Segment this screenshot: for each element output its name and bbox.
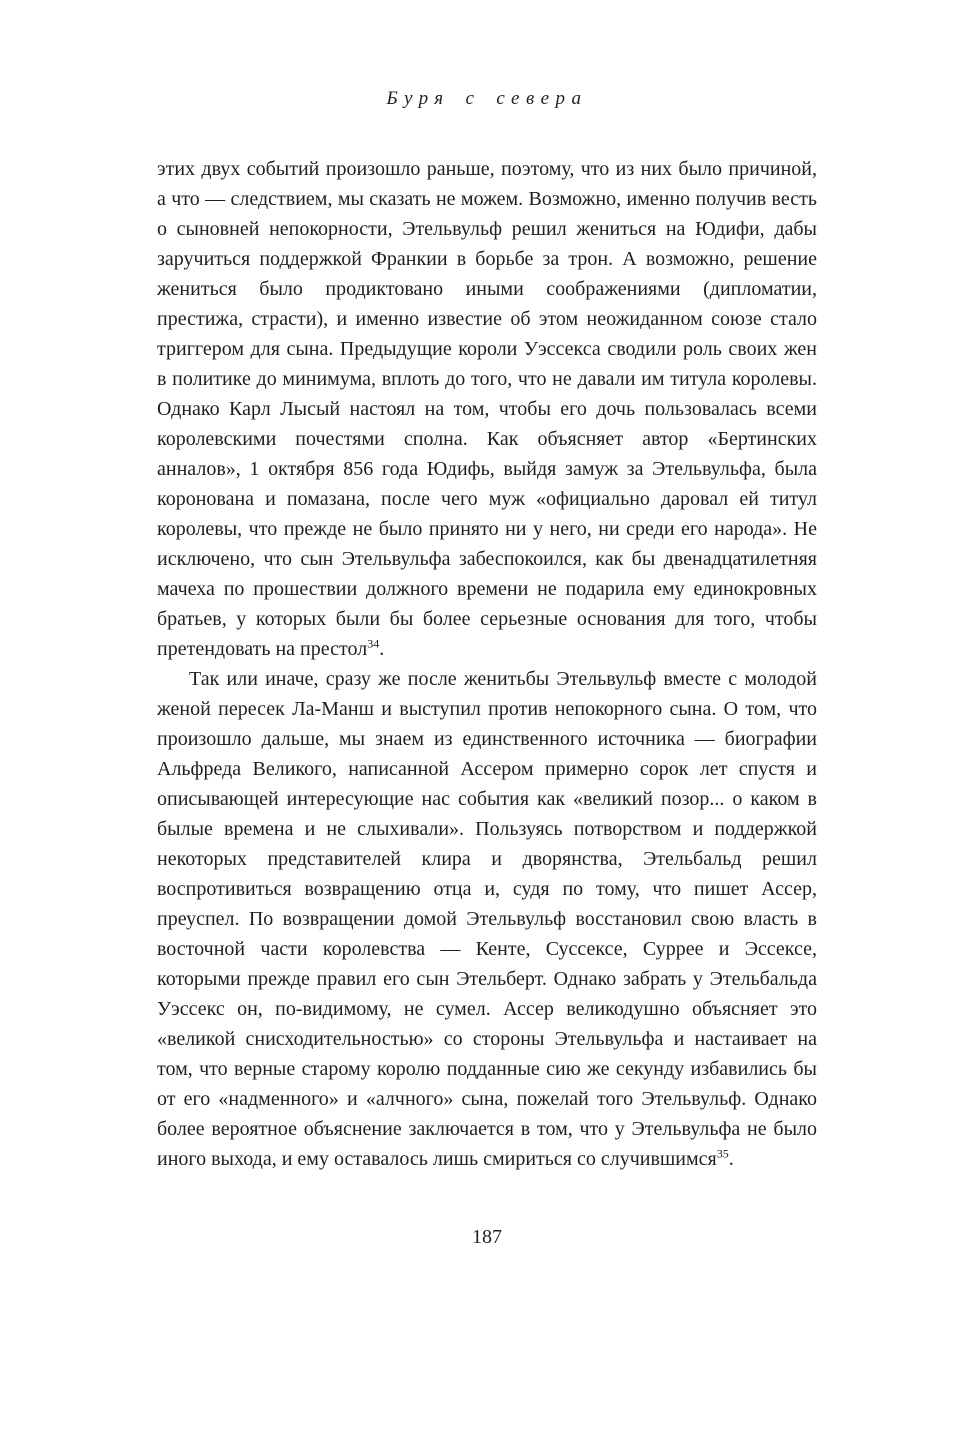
footnote-reference: 34 (367, 636, 380, 651)
footnote-reference: 35 (716, 1146, 729, 1161)
paragraph (157, 154, 817, 664)
paragraph-text: этих двух событий произошло раньше, поэтому, что из них было причиной, а что — следствием, мы сказать не можем. Возможно, именно получив весть о сыновней непокорности, Этельвульф решил жениться на Юдифи, дабы заручиться поддержкой Франкии в борьбе за трон. А возможно, решение жениться было продиктовано иными соображениями (дипломатии, престижа, страсти), и именно известие об этом неожиданном союзе стало триггером для сына. Предыдущие короли Уэссекса сводили роль своих жен в политике до минимума, вплоть до того, что не давали им титула королевы. Однако Карл Лысый настоял на том, чтобы его дочь пользовалась всеми королевскими почестями сполна. Как объясняет автор «Бертинских анналов», 1 октября 856 года Юдифь, выйдя замуж за Этельвульфа, была коронована и помазана, после чего муж «официально даровал ей титул королевы, что прежде не было принято ни у него, ни среди его народа». Не исключено, что сын Этельвульфа забеспокоился, как бы двенадцатилетняя мачеха по прошествии должного времени не подарила ему единокровных братьев, у которых были бы более серьезные основания для того, чтобы претендовать на престол (157, 158, 817, 660)
paragraph (157, 664, 817, 1174)
running-header: Буря с севера (386, 88, 588, 109)
paragraph-tail: . (379, 638, 385, 660)
page-number: 187 (472, 1226, 502, 1248)
paragraph-text: Так или иначе, сразу же после женитьбы Этельвульф вместе с молодой женой пересек Ла-Манш и выступил против непокорного сына. О том, что произошло дальше, мы знаем из единственного источника — биографии Альфреда Великого, написанной Ассером примерно сорок лет спустя и описывающей интересующие нас события как «великий позор... о каком в былые времена и не слыхивали». Пользуясь потворством и поддержкой некоторых представителей клира и дворянства, Этельбальд решил воспротивиться возвращению отца и, судя по тому, что пишет Ассер, преуспел. По возвращении домой Этельвульф восстановил свою власть в восточной части королевства — Кенте, Суссексе, Суррее и Эссексе, которыми прежде правил его сын Этельберт. Однако забрать у Этельбальда Уэссекс он, по-видимому, не сумел. Ассер великодушно объясняет это «великой снисходительностью» со стороны Этельвульфа и настаивает на том, что верные старому королю подданные сию же секунду избавились бы от его «надменного» и «алчного» сына, пожелай того Этельвульф. Однако более вероятное объяснение заключается в том, что у Этельвульфа не было иного выхода, и ему оставалось лишь смириться со случившимся (157, 668, 817, 1170)
paragraph-tail: . (728, 1148, 734, 1170)
body-text (157, 154, 817, 1174)
